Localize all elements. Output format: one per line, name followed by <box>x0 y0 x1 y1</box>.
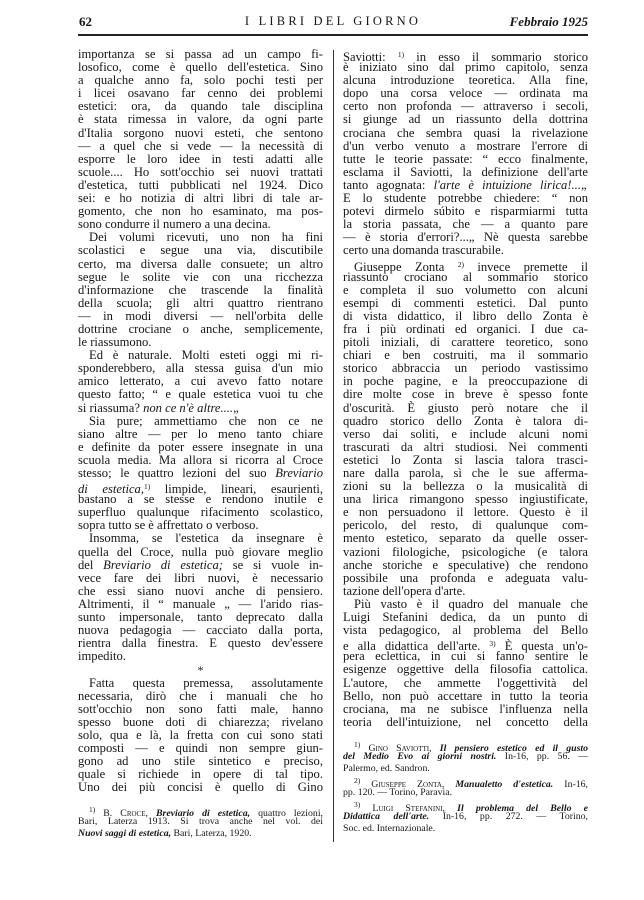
footnote <box>78 804 323 840</box>
text-segment: d'oscurità. È giusto però notare che il <box>343 400 588 415</box>
journal-title: I LIBRI DEL GIORNO <box>244 14 422 28</box>
footnote-marker: 1) <box>143 482 151 492</box>
text-segment: Sia pure; ammettiamo che non ce ne <box>89 413 323 428</box>
text-segment: d'un verbo venuto a mostrare l'errore di <box>343 138 588 153</box>
paragraph <box>78 415 323 533</box>
text-line <box>78 467 323 480</box>
text-line <box>343 739 588 754</box>
text-segment: teoria dell'intuizione, nel concetto della <box>343 714 588 729</box>
text-segment: solo, qua e là, la fretta con cui sono stati <box>78 727 323 742</box>
text-segment: in esso il sommario storico <box>404 50 588 64</box>
text-segment: Il problema del Bello e <box>457 802 588 814</box>
header-rule <box>78 34 588 36</box>
text-segment: alcuna introduzione teoretica. Alla fine, <box>343 73 588 88</box>
text-line <box>343 751 588 763</box>
text-segment: le riassumono. <box>78 335 152 350</box>
text-segment: certo non profonda — attraverso i secoli, <box>343 99 588 114</box>
text-line <box>343 716 588 729</box>
text-segment: superfluo qualunque rifacimento scolastico, <box>78 505 323 520</box>
text-segment: è stata rimessa in valore, da ogni parte <box>78 112 323 127</box>
text-line <box>343 624 588 637</box>
text-segment: e definite da poter essere insegnate in una <box>78 439 323 454</box>
text-segment: certo una domanda trascurabile. <box>343 243 504 258</box>
text-segment: — a quel che si vede — la necessità di <box>78 138 323 153</box>
text-segment: d'Italia sorgono nuovi esteti, che sentono <box>78 125 323 140</box>
text-segment: e completa il suo volumetto con alcuni <box>343 282 588 297</box>
footnote-marker: 1) <box>89 805 96 815</box>
footnotes <box>343 739 588 835</box>
text-line <box>78 828 323 840</box>
footnote-marker: 2) <box>354 775 361 785</box>
text-segment: verso dai soliti, e include alcuni nomi <box>343 426 588 441</box>
text-segment: pitoli iniziali, di carattere teoretico, sono <box>343 335 588 350</box>
text-segment: Breviario di estetica; <box>103 557 223 572</box>
text-line <box>343 823 588 835</box>
text-segment: potevi dirmelo súbito e risparmiarmi tutta <box>343 204 588 219</box>
text-segment: è iniziato sino dal primo capitolo, senza <box>343 60 588 75</box>
text-segment: In-16, pp. 56. — <box>496 750 589 762</box>
text-segment: Il pensiero estetico ed il gusto <box>439 742 588 754</box>
text-segment: nare dalla parola, sì che le sue afferma- <box>343 466 588 480</box>
text-line <box>343 763 588 775</box>
text-segment: nuova pedagogia — cacciato dalla porta, <box>78 623 323 638</box>
text-segment: In-16, pp. 272. — Torino, <box>429 810 588 822</box>
text-line <box>343 775 588 790</box>
text-segment: segue le solite vie con una ricchezza <box>78 269 323 284</box>
text-segment: sono condurre il numero a una decina. <box>78 217 271 232</box>
text-segment: chiari e ben costruiti, ma il sommario <box>343 348 588 363</box>
text-segment: crociana che sembra quasi la rivelazione <box>343 125 588 140</box>
paragraph <box>78 532 323 663</box>
text-segment: dire molte cose in breve è spesso fonte <box>343 387 588 402</box>
text-segment: — in modi diversi — nell'orbita delle <box>78 308 323 323</box>
text-segment: vazioni filologiche, psicologiche (e talora <box>343 544 588 559</box>
footnote-marker: 3) <box>489 639 496 649</box>
text-segment: sunto impersonale, tanto deprecato dalla <box>78 610 323 625</box>
left-column <box>78 48 323 840</box>
text-segment: In-16, <box>553 778 588 790</box>
text-segment: Bari, Laterza 1913. Si trova anche nel vol. dei <box>78 816 323 828</box>
text-segment: importanza se si passa ad un campo fi- <box>78 47 323 61</box>
section-separator: * <box>197 663 204 678</box>
text-segment: Didattica dell'arte. <box>343 810 430 822</box>
text-segment: fra i più ordinati ed organici. I due ca- <box>343 321 588 336</box>
text-line <box>343 811 588 823</box>
text-segment: necessaria, dirò che i manuali che ho <box>78 688 323 703</box>
text-line <box>78 650 323 663</box>
text-segment: — è storia d'errori?...„ Nè questa sarebbe <box>343 230 588 245</box>
text-segment: bastano a se stesse e rendono inutile e <box>78 492 323 507</box>
text-segment: È questa un'o- <box>495 639 588 654</box>
text-segment: amico letterato, a cui avevo fatto notare <box>78 374 323 389</box>
text-segment: anche storiche e speculative) che rendono <box>343 557 588 572</box>
text-segment: di vista didattico, il libro dello Zonta è <box>343 308 588 323</box>
paragraph <box>343 48 588 258</box>
issue-date: Febbraio 1925 <box>509 14 588 29</box>
paragraph <box>343 258 588 598</box>
text-segment: possibile una profonda e adeguata valu- <box>343 570 588 585</box>
column-divider <box>333 50 334 842</box>
text-segment: spesso buone doti di chiarezza; rivelano <box>78 714 323 729</box>
text-line <box>78 804 323 820</box>
text-segment: i licei osavano far cenno dei problemi <box>78 86 323 101</box>
text-segment: Breviario di estetica, <box>155 808 251 820</box>
text-segment: si giunge ad un riassunto della dottrina <box>343 112 588 127</box>
text-segment: e alla didattica dell'arte. <box>343 639 490 654</box>
text-segment: mento estetico, separato da quelle osser- <box>343 531 588 546</box>
text-segment: crociana, ma ne subisce l'influenza nella <box>343 701 588 716</box>
text-segment: tutte le teorie passate: “ ecco finalmente, <box>343 151 588 166</box>
text-segment: losofico, come è quello dell'estetica. Sino <box>78 60 323 75</box>
text-segment: scuola media. Ma allora si ricorra al Croce <box>78 452 323 467</box>
text-segment: rientra dalla finestra. E questo dev'essere <box>78 636 323 651</box>
text-segment: Nuovi saggi di estetica, <box>78 828 172 840</box>
paragraph <box>78 677 323 795</box>
text-segment: Manualetto d'estetica. <box>455 778 554 790</box>
footnote <box>343 799 588 835</box>
footnote-marker: 1) <box>397 50 405 59</box>
text-segment: che essi siano nuovi anche di pensiero. <box>78 583 323 598</box>
text-segment: trascurati da altri studiosi. Nei commenti <box>343 439 588 454</box>
text-segment: composti — e quindi non sempre giun- <box>78 740 323 755</box>
text-segment: certo, ma diversa dalle consuete; un altro <box>78 256 323 271</box>
text-segment: sopra tutto se è affrettato o verboso. <box>78 518 259 533</box>
text-segment: vece fare dei libri nuovi, è necessario <box>78 570 323 585</box>
text-line <box>78 781 323 794</box>
footnote <box>343 775 588 799</box>
text-segment: L'autore, che ammette l'oggettività del <box>343 675 588 690</box>
text-segment: d'informazione che trascende la finalità <box>78 282 323 297</box>
text-segment: impedito. <box>78 649 126 664</box>
text-segment: a qualche anno fa, solo pochi testi per <box>78 73 323 88</box>
running-header <box>78 14 588 30</box>
text-segment: una lirica rimangono spesso ingiustificate, <box>343 492 588 507</box>
text-segment: non ce n'è altre....„ <box>143 400 241 415</box>
text-segment: l'arte è intuizione lirica!...„ <box>433 177 588 192</box>
text-segment: tanto agognata: <box>343 177 434 192</box>
text-segment: Breviario <box>275 466 323 480</box>
text-segment: zioni su la bellezza o la musicalità di <box>343 479 588 494</box>
text-segment: si riassuma? <box>78 400 144 415</box>
text-segment: tazione dell'opera d'arte. <box>343 583 466 598</box>
text-segment: vista pedagogico, al problema del Bello <box>343 623 588 638</box>
paragraph <box>343 598 588 729</box>
text-segment: gono ad uno stile sintetico e preciso, <box>78 754 323 769</box>
text-segment: pp. 120. — Torino, Paravia. <box>343 786 453 798</box>
text-segment: della scuola; gli altri quattro rientrano <box>78 295 323 310</box>
text-segment: la storia passata, che — a quanto pare <box>343 217 588 232</box>
paragraph <box>78 349 323 414</box>
text-line <box>343 244 588 257</box>
text-segment: scolastici e segue una via, discutibile <box>78 243 323 258</box>
text-segment: Croce, <box>120 808 148 820</box>
text-segment: Giuseppe Zonta, <box>371 778 445 790</box>
text-segment: sei: e ho notizia di altri libri di tale ar- <box>78 191 323 206</box>
text-segment: gomento, che non ho esaminato, ma pos- <box>78 204 323 219</box>
text-segment: B. <box>95 808 121 820</box>
text-segment: Dei volumi ricevuti, uno non ha fini <box>89 230 323 245</box>
text-segment: d'estetica, tutti pubblicati nel 1924. Dico <box>78 177 323 192</box>
text-segment: dottrine crociane o anche, semplicemente, <box>78 321 323 336</box>
page-number: 62 <box>79 14 92 29</box>
text-segment: quattro lezioni, <box>250 808 323 820</box>
paragraph <box>78 48 323 231</box>
text-segment: del <box>78 557 104 572</box>
text-segment: Ed è naturale. Molti esteti oggi mi ri- <box>89 348 323 363</box>
footnote-marker: 3) <box>354 799 361 809</box>
text-segment: in poche pagine, e la preoccupazione di <box>343 374 588 389</box>
text-segment: stesso; le quattro lezioni del suo <box>78 466 276 480</box>
text-segment: Fatta questa premessa, assolutamente <box>89 675 323 690</box>
text-segment: estetici lo Zonta si lascia talora trasci- <box>343 452 588 467</box>
paragraph <box>78 231 323 349</box>
text-segment: esigenze oggettive della filosofia cattolica. <box>343 662 588 677</box>
text-segment: estetici: ora, da quando tale disciplina <box>78 99 323 114</box>
text-segment: invece premette il <box>463 259 588 274</box>
text-segment: limpide, lineari, esaurienti, <box>150 482 323 497</box>
footnotes <box>78 804 323 840</box>
text-segment: esporre le loro idee in testi adatti alle <box>78 151 323 166</box>
text-segment: Palermo, ed. Sandron. <box>343 762 430 774</box>
text-segment: scuole.... Ho sott'occhio sei nuovi trattati <box>78 164 323 179</box>
text-segment: quadro storico dello Zonta è talora di- <box>343 413 588 428</box>
text-segment: Luigi Stefanini dedica, da un punto di <box>343 610 588 625</box>
text-line <box>343 799 588 814</box>
text-segment: e non persuadono il lettore. Questo è il <box>343 505 588 520</box>
text-segment: Giuseppe Zonta <box>354 259 458 274</box>
text-segment: storico abbraccia un periodo vastissimo <box>343 361 588 376</box>
text-line <box>78 816 323 828</box>
text-segment: Gino Saviotti, <box>368 742 432 754</box>
footnote <box>343 739 588 775</box>
text-segment: Saviotti: <box>343 50 398 64</box>
text-segment: Più vasto è il quadro del manuale che <box>354 596 588 611</box>
text-segment: siano altre — per lo meno tanto chiare <box>78 426 323 441</box>
text-segment: Bello, non può accettare in tutto la teoria <box>343 688 588 703</box>
text-segment: Luigi Stefanini, <box>372 802 445 814</box>
text-segment: pericolo, del resto, di qualunque com- <box>343 518 588 533</box>
text-segment: Bari, Laterza, 1920. <box>171 828 252 840</box>
text-segment: di estetica, <box>78 482 144 497</box>
text-segment: esclama il Saviotti, la definizione dell'arte <box>343 164 588 179</box>
text-segment: pera eclettica, in cui si fanno sentire le <box>343 649 588 664</box>
text-segment: del Medio Evo ai giorni nostri. <box>343 750 497 762</box>
text-segment: E lo studente potrebbe chiedere: “ non <box>343 191 588 206</box>
text-segment: sott'occhio non sono fatti male, hanno <box>78 701 323 716</box>
text-segment: questo fatto; “ e quale estetica vuoi tu che <box>78 387 323 402</box>
text-segment: dopo una corsa veloce — ordinata ma <box>343 86 588 101</box>
text-segment: Altrimenti, il “ manuale „ — l'arido rias- <box>78 596 323 611</box>
text-segment: quale si richiede in opere di tal tipo. <box>78 767 323 782</box>
footnote-marker: 2) <box>457 259 464 269</box>
text-segment: riassunto crociano al sommario storico <box>343 269 588 284</box>
text-segment: quella del Croce, nulla può giovare meglio <box>78 544 323 559</box>
footnote-marker: 1) <box>354 739 361 749</box>
text-segment: Insomma, se l'estetica da insegnare è <box>89 531 323 546</box>
right-column <box>343 48 588 835</box>
text-segment: Uno dei più concisi è quello di Gino <box>78 780 323 795</box>
text-segment: esempi di commenti estetici. Dal punto <box>343 295 588 310</box>
text-segment: se si vuole in- <box>222 557 323 572</box>
text-segment: Soc. ed. Internazionale. <box>343 822 436 834</box>
text-segment: sponderebbero, alla stessa guisa d'un mio <box>78 361 323 376</box>
